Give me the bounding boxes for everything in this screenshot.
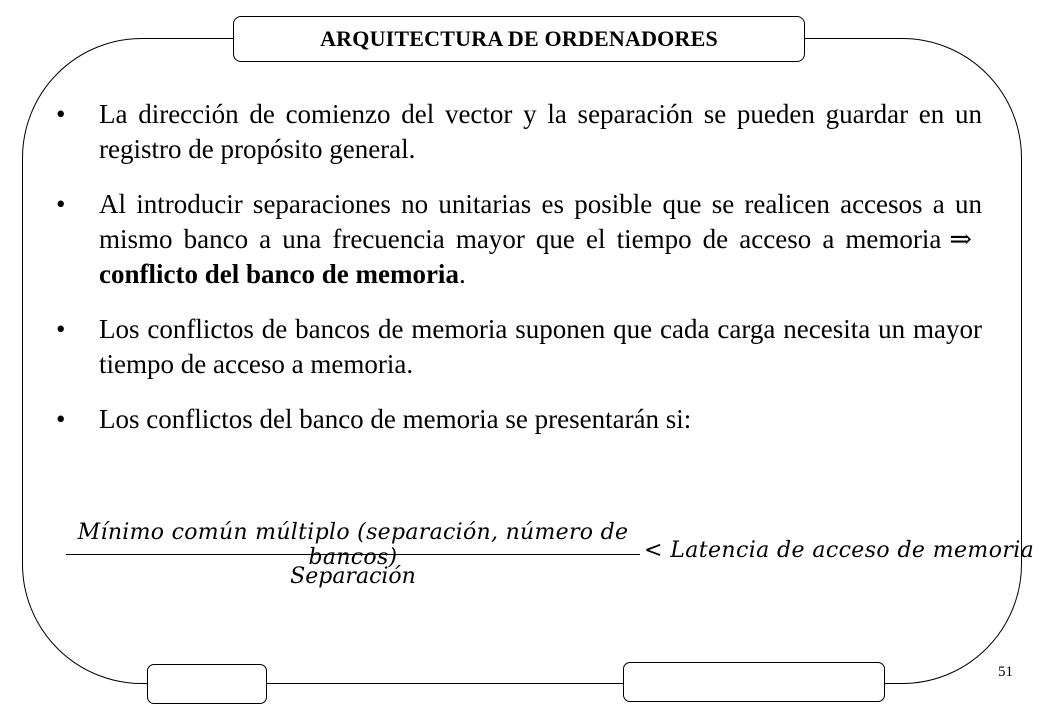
bullet-dot: • — [56, 314, 66, 344]
slide-title: ARQUITECTURA DE ORDENADORES — [320, 26, 718, 51]
bullet-bold-text: conflicto del banco de memoria — [99, 259, 459, 289]
bullet-item — [54, 402, 982, 437]
bullet-text: Los conflictos del banco de memoria se presentarán si: — [99, 404, 692, 434]
bullet-suffix: . — [458, 259, 466, 289]
formula-denominator: Separación — [290, 564, 416, 589]
implies-arrow-icon: ⇒ — [949, 224, 972, 254]
bullet-list — [54, 97, 982, 457]
formula-rhs: < Latencia de acceso de memoria — [644, 538, 1035, 563]
bullet-item — [54, 187, 982, 292]
fraction-line — [66, 554, 640, 555]
bullet-text: Al introducir separaciones no unitarias es posible que se realicen accesos a un mismo banco a una frecuencia mayor que el tiempo de acceso a memoria — [99, 189, 982, 254]
slide-title-tab — [233, 16, 805, 62]
bullet-dot: • — [56, 404, 66, 434]
bullet-dot: • — [56, 99, 66, 129]
page-number: 51 — [998, 664, 1013, 680]
bullet-item — [54, 312, 982, 382]
bullet-dot: • — [56, 189, 66, 219]
bullet-text: La dirección de comienzo del vector y la separación se pueden guardar en un registro de propósito general. — [99, 99, 982, 164]
footer-tab-right — [623, 662, 885, 702]
footer-tab-left — [147, 664, 267, 704]
bullet-item — [54, 97, 982, 167]
bank-conflict-formula — [66, 518, 1035, 598]
bullet-text: Los conflictos de bancos de memoria suponen que cada carga necesita un mayor tiempo de acceso a memoria. — [99, 314, 982, 379]
formula-numerator: Mínimo común múltiplo (separación, número de bancos) — [77, 520, 629, 570]
